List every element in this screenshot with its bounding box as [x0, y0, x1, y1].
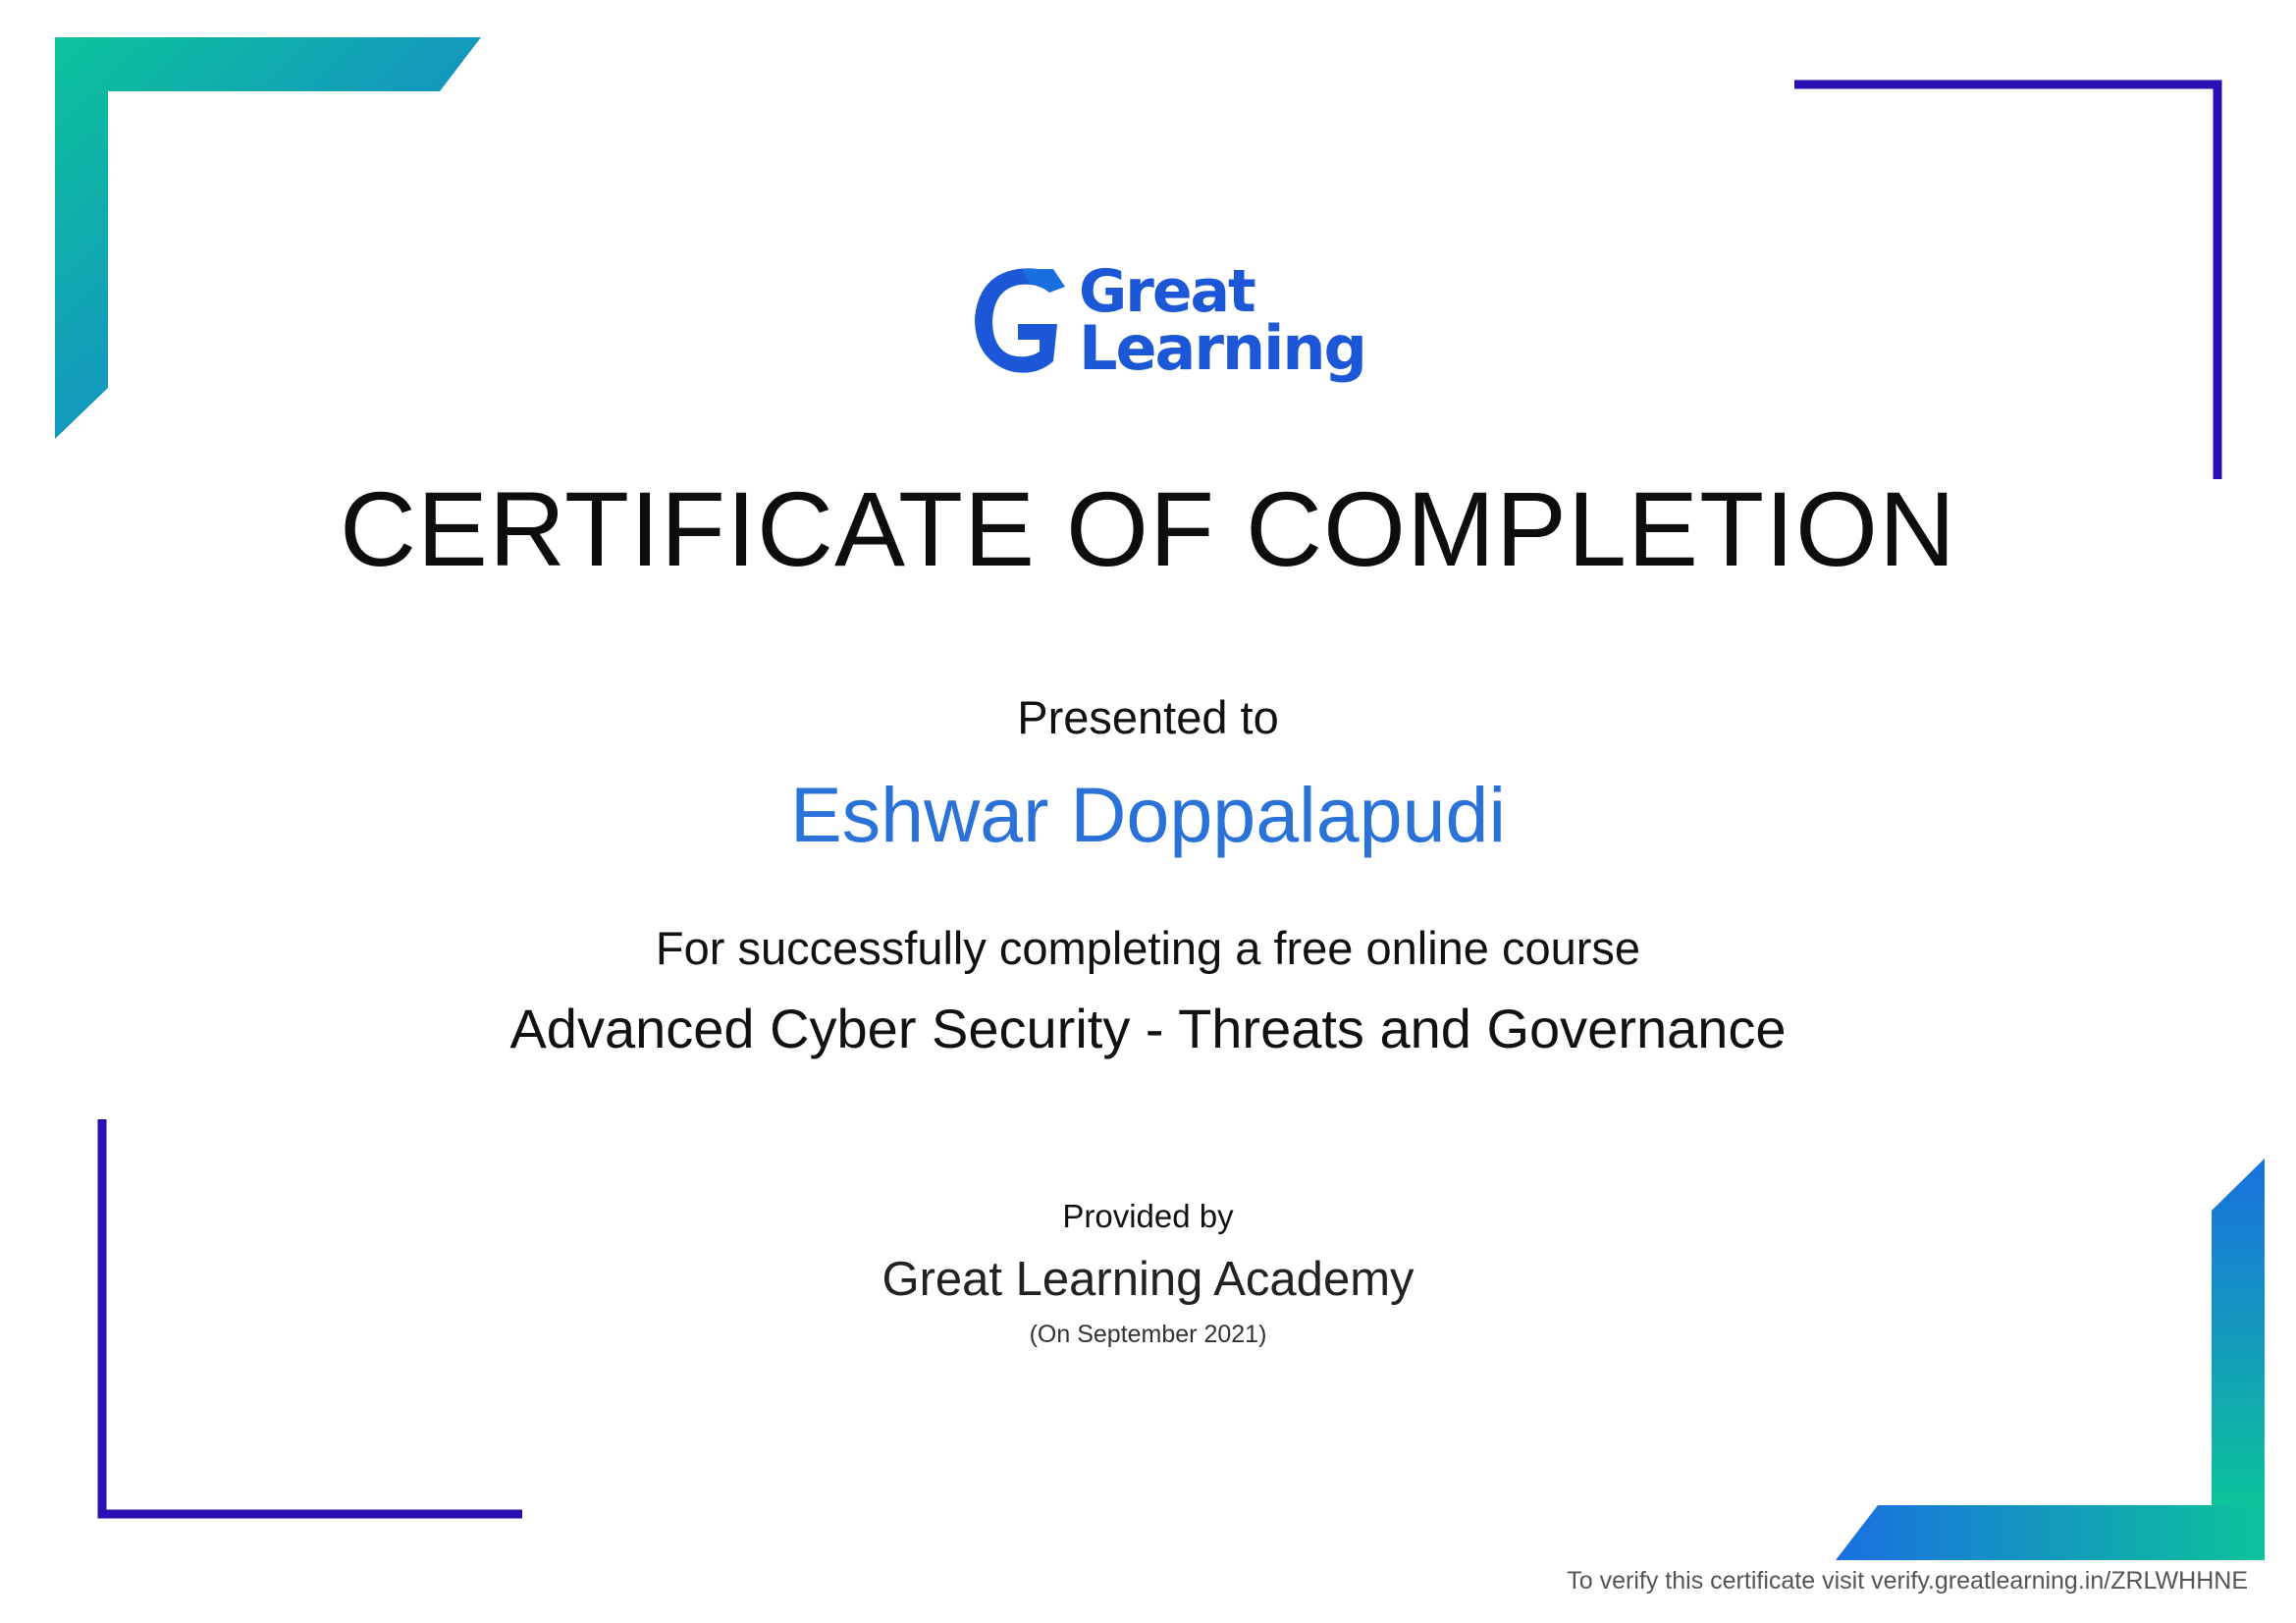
presented-to-label: Presented to — [1017, 691, 1279, 743]
provided-by-label: Provided by — [1062, 1198, 1234, 1234]
top-left-corner-bracket — [55, 37, 481, 439]
great-learning-logo — [967, 257, 1365, 391]
provider-name: Great Learning Academy — [881, 1253, 1415, 1306]
logo-wordmark-line1: Great — [1079, 257, 1255, 326]
certificate-title: CERTIFICATE OF COMPLETION — [339, 469, 1957, 588]
course-name: Advanced Cyber Security - Threats and Governance — [509, 998, 1787, 1059]
completion-date: (On September 2021) — [1029, 1321, 1267, 1348]
verification-text: To verify this certificate visit verify.greatlearning.in/ZRLWHHNE — [1567, 1567, 2248, 1595]
recipient-name: Eshwar Doppalapudi — [789, 771, 1506, 858]
logo-wordmark-line2: Learning — [1079, 312, 1365, 384]
course-intro-text: For successfully completing a free online course — [655, 922, 1641, 974]
bottom-left-corner-line — [102, 1119, 522, 1514]
great-learning-g-logo-icon — [967, 265, 1075, 383]
top-right-corner-line — [1794, 84, 2217, 479]
